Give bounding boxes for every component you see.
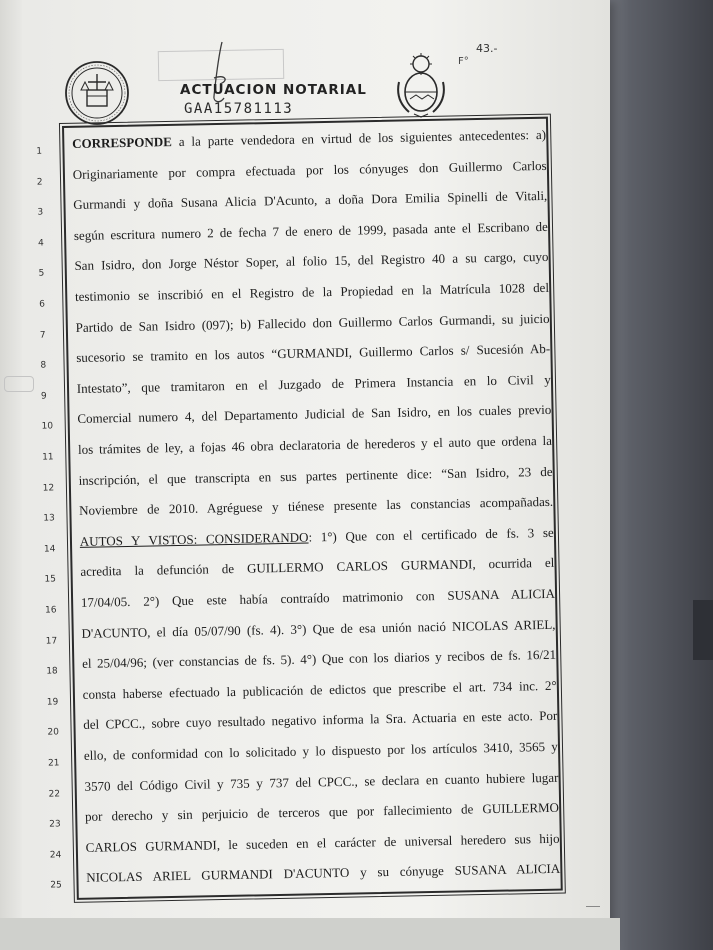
line-text: según escritura numero 2 de fecha 7 de enero de 1999, pasada ante el Escribano de (73, 218, 548, 243)
line-text: consta haberse efectuado la publicación de edictos que prescribe el art. 734 inc. 2° (82, 677, 557, 702)
line-number: 21 (47, 758, 60, 769)
line-text: Intestato”, que tramitaron en el Juzgado de Primera Instancia en lo Civil y (76, 371, 551, 396)
line-text: el 25/04/96; (ver constancias de fs. 5). 4°) Que con los diarios y recibos de fs. 16/21 (81, 646, 557, 672)
line-number: 23 (49, 819, 61, 830)
line-text: ello, de conformidad con lo solicitado y lo dispuesto por los artículos 3410, 3565 y (83, 738, 558, 763)
line-text: los trámites de ley, a fojas 46 obra declaratoria de herederos y el auto que ordena la (77, 432, 553, 457)
line-text: Noviembre de 2010. Agréguese y tiénese presente las constancias acompañadas. (79, 494, 554, 519)
line-number: 5 (38, 268, 45, 280)
page-left-margin (0, 0, 22, 950)
line-number: 9 (40, 391, 47, 402)
document-serial: GAA15781113 (184, 101, 294, 117)
line-text: sucesorio se tramito en los autos “GURMANDI, Guillermo Carlos s/ Sucesión Ab- (76, 341, 551, 366)
line-number: 13 (43, 513, 55, 524)
line-number: 25 (50, 880, 62, 891)
line-number: 14 (43, 544, 56, 555)
line-number: 3 (37, 207, 44, 218)
line-number: 19 (46, 697, 59, 708)
page-bottom-edge (0, 918, 620, 950)
line-text: Partido de San Isidro (097); b) Fallecido don Guillermo Carlos Gurmandi, su juicio (75, 310, 550, 335)
document-title: ACTUACION NOTARIAL (180, 82, 367, 98)
line-number: 6 (39, 299, 46, 310)
line-text: Gurmandi y doña Susana Alicia D'Acunto, a doña Dora Emilia Spinelli de Vitali, (73, 188, 548, 213)
line-text: del CPCC., sobre cuyo resultado negativo informa la Sra. Actuaria en este acto. Por (83, 708, 558, 733)
line-number: 2 (36, 177, 43, 188)
line-text: AUTOS Y VISTOS: CONSIDERANDO: 1°) Que con el certificado de fs. 3 se (79, 524, 554, 549)
line-text: acredita la defunción de GUILLERMO CARLOS GURMANDI, ocurrida el (80, 555, 555, 580)
line-number: 24 (49, 850, 62, 861)
line-text: 3570 del Código Civil y 735 y 737 del CPCC., se declara en cuanto hubiere lugar (84, 769, 559, 794)
national-coat-of-arms-icon (394, 52, 448, 118)
line-text: Originariamente por compra efectuada por los cónyuges don Guillermo Carlos (72, 157, 547, 182)
margin-stamp-mark (4, 376, 34, 392)
line-text: CORRESPONDE a la parte vendedora en virtud de los siguientes antecedentes: a) (72, 126, 547, 151)
line-text: NICOLAS ARIEL GURMANDI D'ACUNTO y su cónyuge SUSANA ALICIA (86, 861, 561, 886)
page-corner-mark (586, 906, 600, 915)
line-number: 15 (44, 574, 57, 585)
line-number: 12 (42, 483, 55, 494)
notarial-seal-icon (62, 60, 132, 126)
folio-prefix: F° (458, 56, 469, 67)
line-number: 22 (48, 788, 61, 800)
line-text: inscripción, el que transcripta en sus partes pertinente dice: “San Isidro, 23 de (78, 463, 553, 488)
folio-number: 43.- (476, 42, 498, 55)
line-text: D'ACUNTO, el día 05/07/90 (fs. 4). 3°) Que de esa unión nació NICOLAS ARIEL, (81, 616, 556, 641)
line-number: 20 (47, 727, 60, 738)
line-number: 17 (45, 635, 58, 647)
line-number: 7 (39, 330, 46, 341)
line-number: 1 (36, 146, 43, 157)
line-text: CARLOS GURMANDI, le suceden en el carácter de universal heredero sus hijo (85, 830, 560, 855)
background-shadow (693, 600, 713, 660)
line-text: por derecho y sin perjuicio de terceros que por fallecimiento de GUILLERMO (84, 799, 560, 825)
line-number: 16 (45, 605, 57, 616)
line-number: 18 (46, 666, 58, 677)
line-text: San Isidro, don Jorge Néstor Soper, al folio 15, del Registro 40 a su cargo, cuyo (74, 249, 549, 274)
line-text: testimonio se inscribió en el Registro de la Propiedad en la Matrícula 1028 del (74, 279, 550, 304)
line-text: Comercial numero 4, del Departamento Judicial de San Isidro, en los cuales previo (77, 402, 552, 427)
line-text: 17/04/05. 2°) Que este había contraído matrimonio con SUSANA ALICIA (80, 585, 556, 610)
line-number: 8 (40, 360, 47, 371)
line-number: 10 (41, 421, 54, 433)
line-number: 11 (42, 452, 54, 463)
line-number: 4 (37, 238, 44, 249)
